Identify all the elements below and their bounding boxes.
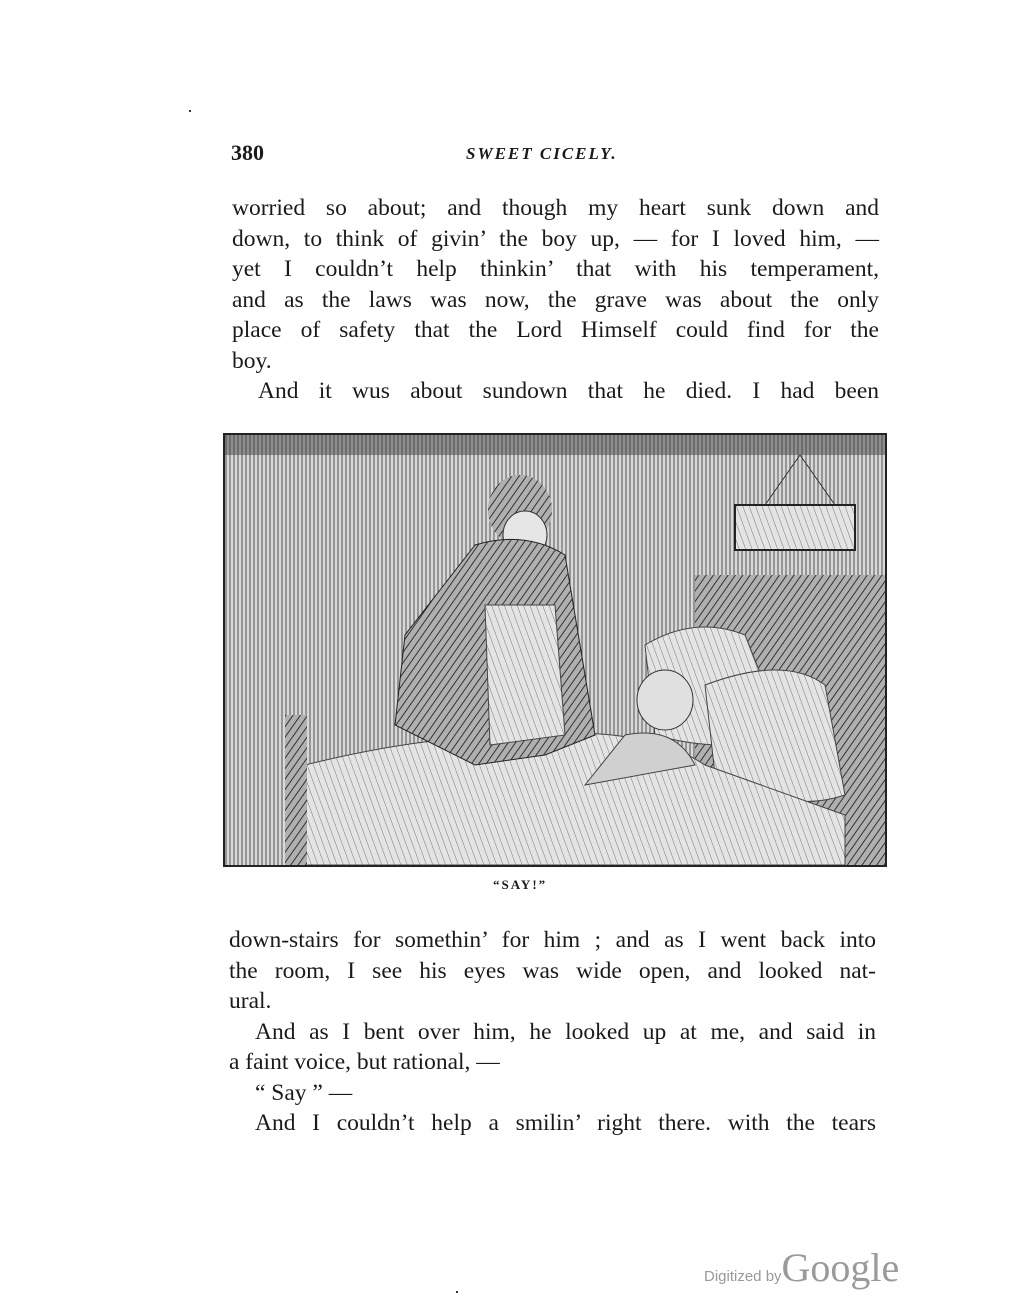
text-line: and as the laws was now, the grave was about the only: [232, 286, 879, 313]
text-line: down-stairs for somethin’ for him ; and as I went back into: [229, 927, 876, 953]
scan-speck: [456, 1291, 458, 1293]
paragraph-top: [232, 193, 879, 407]
text-line: And as I bent over him, he looked up at me, and said in: [255, 1018, 876, 1045]
running-title: SWEET CICELY.: [466, 144, 618, 163]
figure-caption: “SAY!”: [493, 877, 548, 892]
illustration-engraving: [225, 435, 885, 865]
google-logo: Google: [781, 1245, 900, 1290]
text-line: ural.: [229, 988, 272, 1014]
text-line: down, to think of givin’ the boy up, — for I loved him, —: [232, 225, 879, 252]
digitized-watermark: [704, 1244, 899, 1291]
text-line: And it wus about sundown that he died. I had been: [258, 378, 879, 404]
scan-speck: [189, 110, 191, 112]
text-line: “ Say ” —: [255, 1079, 353, 1106]
text-line: place of safety that the Lord Himself could find for the: [232, 317, 879, 343]
illustration: [223, 433, 887, 867]
text-line: worried so about; and though my heart sunk down and: [232, 195, 879, 221]
text-line: boy.: [232, 347, 272, 374]
text-line: a faint voice, but rational, —: [229, 1049, 500, 1075]
page-number: 380: [231, 140, 264, 165]
text-line: And I couldn’t help a smilin’ right there. with the tears: [255, 1110, 876, 1136]
text-line: yet I couldn’t help thinkin’ that with his temperament,: [232, 256, 879, 282]
watermark-prefix: Digitized by: [704, 1268, 782, 1285]
text-line: the room, I see his eyes was wide open, and looked nat-: [229, 957, 876, 984]
paragraph-bottom: [229, 925, 876, 1139]
